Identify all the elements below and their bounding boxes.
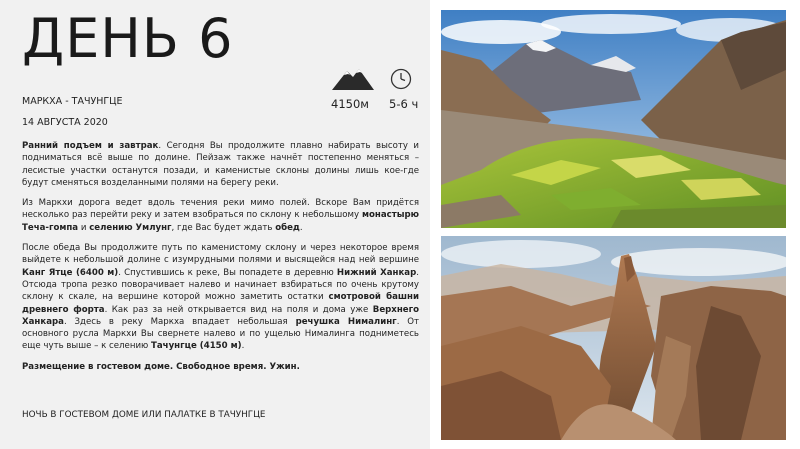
text-run: . [299, 222, 303, 233]
overnight-note: НОЧЬ В ГОСТЕВОМ ДОМЕ ИЛИ ПАЛАТКЕ В ТАЧУНГЦЕ [22, 410, 266, 420]
text-run: . Спустившись к реке, Вы попадете в деревню [118, 267, 337, 278]
paragraph-afternoon-route [22, 242, 419, 353]
valley-photo [441, 10, 786, 228]
itinerary-text [22, 140, 419, 381]
bold-phrase: монастырю Теча-гомпа [22, 210, 419, 233]
route-label: МАРКХА - ТАЧУНГЦЕ [22, 96, 123, 107]
paragraph-accommodation [22, 361, 419, 373]
date-label: 14 АВГУСТА 2020 [22, 117, 108, 128]
bold-phrase: Ранний подъем и завтрак [22, 141, 159, 151]
paragraph-breakfast [22, 140, 419, 189]
mountain-icon [332, 66, 374, 90]
clock-icon [390, 68, 412, 90]
bold-phrase: смотровой башни древнего форта [22, 292, 419, 315]
page-title: ДЕНЬ 6 [22, 7, 234, 70]
text-run: После обеда Вы продолжите путь по каменистому склону и через некоторое время выйдете к небольшой долине с изумрудными полями и высящейся над ней вершине [22, 243, 419, 266]
text-run: . От основного русла Маркхи Вы свернете налево и по ущелью Нималинга подниметесь еще чуть выше – к селению [22, 316, 420, 352]
bold-phrase: Верхнего Ханкара [22, 304, 419, 327]
text-run: . [241, 341, 245, 352]
bold-phrase: речушка Нималинг [295, 316, 397, 327]
text-run: . Как раз за ней открывается вид на поля и дома уже [104, 304, 373, 315]
bold-phrase: селению Умлунг [89, 222, 172, 233]
text-run: . Здесь в реку Маркха впадает небольшая [63, 316, 296, 327]
canyon-photo [441, 236, 786, 440]
paragraph-morning-route [22, 197, 419, 234]
bold-phrase: обед [275, 222, 300, 233]
text-run: . Сегодня Вы продолжите плавно набирать высоту и подниматься всё выше по долине. Пейзаж также начнёт постепенно меняться – лесистые участки останутся позади, и каменистые склоны долины лишь кое-где будут сменяться возделанными полями на берегу реки. [22, 141, 420, 188]
text-run: , где Вас будет ждать [171, 222, 276, 233]
text-run: Из Маркхи дорога ведет вдоль течения реки мимо полей. Вскоре Вам придётся несколько раз перейти реку и затем взобраться по склону к небольшому [22, 198, 419, 221]
duration-value: 5-6 ч [389, 97, 419, 111]
altitude-value: 4150м [331, 97, 369, 111]
bold-phrase: Канг Ятце (6400 м) [22, 267, 119, 278]
bold-phrase: Размещение в гостевом доме. Свободное время. Ужин. [22, 361, 300, 372]
text-run: . Отсюда тропа резко поворачивает налево и начинает взбираться по очень крутому склону к скале, на вершине которой можно заметить остатки [22, 267, 419, 303]
bold-phrase: Тачунгце (4150 м) [151, 341, 242, 352]
text-run: и [78, 222, 90, 233]
bold-phrase: Нижний Ханкар [336, 267, 417, 278]
